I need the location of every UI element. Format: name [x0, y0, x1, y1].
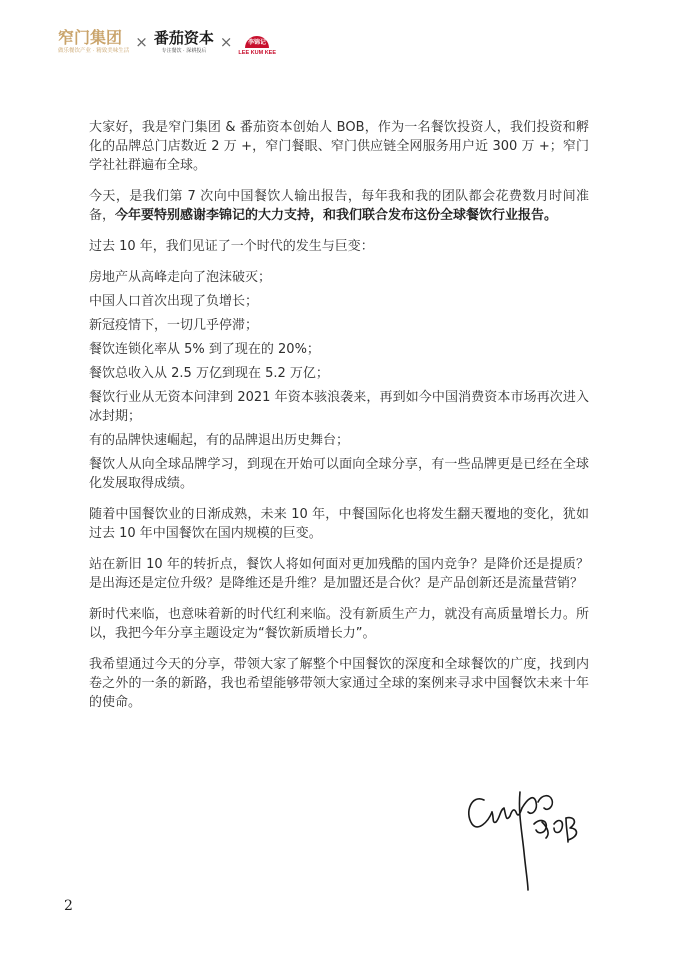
theme-paragraph: 新时代来临，也意味着新的时代红利来临。没有新质生产力，就没有高质量增长力。所以，我把今年分享主题设定为“餐饮新质增长力”。	[89, 607, 589, 641]
list-item: 餐饮总收入从 2.5 万亿到现在 5.2 万亿；	[89, 366, 329, 381]
report-paragraph	[89, 187, 589, 225]
list-item: 餐饮行业从无资本问津到 2021 年资本骇浪袭来，再到如今中国消费资本市场再次进入冰封期；	[89, 390, 589, 424]
intro-paragraph: 大家好，我是窄门集团 & 番茄资本创始人 BOB，作为一名餐饮投资人，我们投资和孵化的品牌总门店数近 2 万 +，窄门餐眼、窄门供应链全网服务用户近 300 万 +；窄门学社社群遍布全球。	[89, 120, 589, 173]
ctm-group-logo	[58, 27, 130, 55]
report-paragraph-emphasis: 今年要特别感谢李锦记的大力支持，和我们联合发布这份全球餐饮行业报告。	[115, 208, 558, 223]
decade-intro: 过去 10 年，我们见证了一个时代的发生与巨变：	[89, 239, 374, 254]
fanqie-logo-tagline: 专注餐饮 · 深耕投后	[161, 47, 207, 54]
letter-body	[89, 118, 589, 724]
collab-times-icon: ×	[135, 32, 148, 51]
lee-kum-kee-wordmark: LEE KUM KEE	[238, 50, 277, 57]
lee-kum-kee-mark-icon	[244, 27, 270, 49]
lee-kum-kee-logo	[238, 27, 276, 57]
questions-paragraph: 站在新旧 10 年的转折点，餐饮人将如何面对更加残酷的国内竞争？是降价还是提质？是出海还是定位升级？是降维还是升维？是加盟还是合伙？是产品创新还是流量营销？	[89, 557, 589, 591]
svg-text:李锦记: 李锦记	[248, 39, 267, 47]
decade-changes-list	[89, 268, 589, 493]
fanqie-logo-name: 番茄资本	[153, 28, 214, 47]
list-item: 房地产从高峰走向了泡沫破灭；	[89, 270, 272, 285]
fanqie-capital-logo	[153, 28, 214, 54]
header-logos	[58, 24, 276, 60]
ctm-logo-name: 窄门集团	[58, 27, 123, 47]
list-item: 餐饮连锁化率从 5% 到了现在的 20%；	[89, 342, 320, 357]
list-item: 餐饮人从向全球品牌学习，到现在开始可以面向全球分享，有一些品牌更是已经在全球化发展取得成绩。	[89, 457, 589, 491]
handwritten-signature	[462, 772, 582, 897]
report-paragraph-text: 今天，是我们第 7 次向中国餐饮人输出报告，每年我和我的团队都会花费数月时间准备，	[89, 189, 589, 223]
future-paragraph: 随着中国餐饮业的日渐成熟，未来 10 年，中餐国际化也将发生翻天覆地的变化，犹如过去 10 年中国餐饮在国内规模的巨变。	[89, 507, 589, 541]
page-number: 2	[64, 898, 73, 914]
signature-text: BOB	[462, 772, 465, 773]
ctm-logo-tagline: 做乐餐饮产业 · 精致美味生活	[58, 47, 130, 54]
list-item: 新冠疫情下，一切几乎停滞；	[89, 318, 259, 333]
closing-paragraph: 我希望通过今天的分享，带领大家了解整个中国餐饮的深度和全球餐饮的广度，找到内卷之外的一条的新路，我也希望能够带领大家通过全球的案例来寻求中国餐饮未来十年的使命。	[89, 657, 589, 710]
list-item: 有的品牌快速崛起，有的品牌退出历史舞台；	[89, 433, 350, 448]
list-item: 中国人口首次出现了负增长；	[89, 294, 259, 309]
collab-times-icon: ×	[219, 32, 233, 51]
